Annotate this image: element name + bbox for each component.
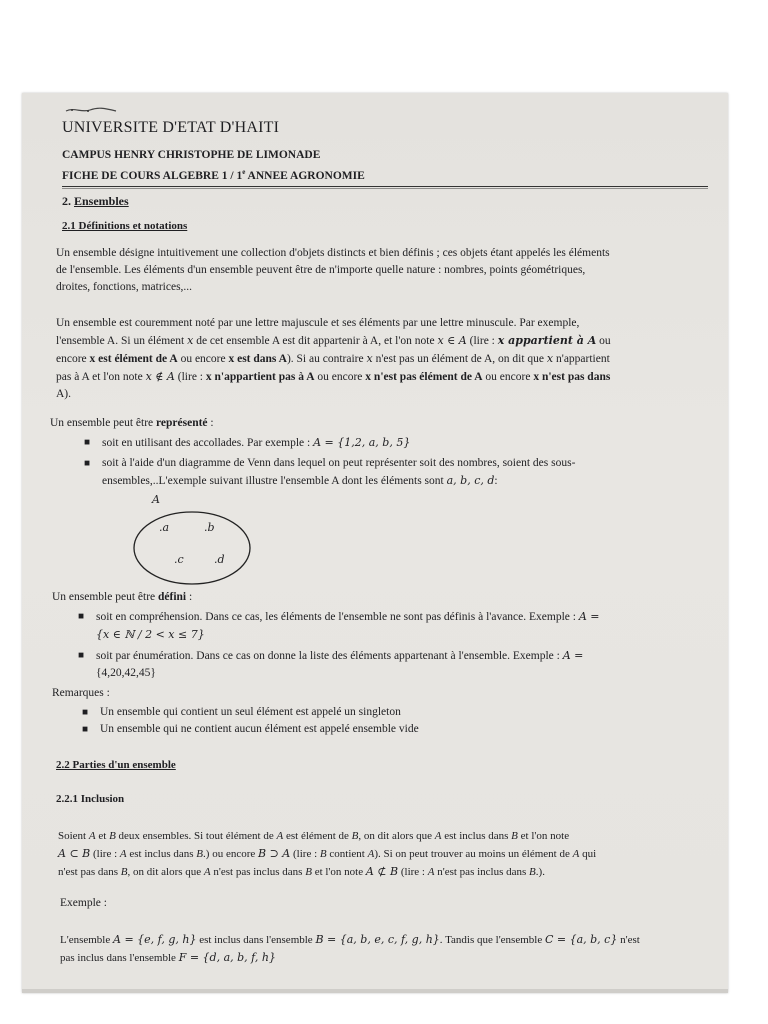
- pen-scribble-mark: [64, 105, 124, 115]
- venn-element: .a: [159, 521, 170, 534]
- venn-element: .b: [204, 521, 215, 534]
- list-item: ■ Un ensemble qui ne contient aucun élément est appelé ensemble vide: [82, 723, 419, 735]
- subsection-heading-2-2: 2.2 Parties d'un ensemble: [56, 759, 176, 771]
- course-title: FICHE DE COURS ALGEBRE 1 / 1e ANNEE AGRONOMIE: [62, 168, 365, 182]
- remarks-list: [82, 704, 660, 738]
- venn-ellipse: [132, 493, 262, 588]
- remarks-title: Remarques :: [52, 687, 110, 699]
- document-page: [22, 93, 728, 993]
- represent-intro: Un ensemble peut être représenté :: [50, 417, 214, 429]
- venn-diagram: [132, 493, 262, 588]
- campus-name: CAMPUS HENRY CHRISTOPHE DE LIMONADE: [62, 149, 321, 161]
- paragraph-notation: Un ensemble est couremment noté par une lettre majuscule et ses éléments par une lettre minuscule. Par exemple, l'ensemble A. Si un élément x de cet ensemble A est dit appartenir à A, et l'on note x ∈ A (lire : x appartient à A ou encore x est élément de A ou encore x est dans A). Si au contraire x n'est pas un élément de A, on dit que x n'appartient pas à A et l'on note x ∉ A (lire : x n'appartient pas à A ou encore x n'est pas élément de A ou encore x n'est pas dans A).: [56, 317, 611, 400]
- university-name: UNIVERSITE D'ETAT D'HAITI: [62, 119, 280, 136]
- subsection-heading-2-1: 2.1 Définitions et notations: [62, 220, 188, 232]
- defined-intro: Un ensemble peut être défini :: [52, 591, 193, 603]
- list-item: ■ Un ensemble qui contient un seul élément est appelé un singleton: [82, 706, 401, 718]
- represent-list: [84, 434, 702, 490]
- list-item: ■ soit à l'aide d'un diagramme de Venn dans lequel on peut représenter soit des nombres, soient des sous- ensembles,..L'exemple suivant illustre l'ensemble A dont les éléments sont a, b, c, d:: [84, 457, 576, 487]
- header-divider: [62, 186, 708, 187]
- header-divider-secondary: [62, 188, 708, 189]
- paragraph-inclusion: Soient A et B deux ensembles. Si tout élément de A est élément de B, on dit alors que A est inclus dans B et l'on note A ⊂ B (lire : A est inclus dans B.) ou encore B ⊃ A (lire : B contient A). Si on peut trouver au moins un élément de A qui n'est pas dans B, on dit alors que A n'est pas inclus dans B et l'on note A ⊄ B (lire : A n'est pas inclus dans B.).: [58, 830, 597, 878]
- subsubsection-heading-2-2-1: 2.2.1 Inclusion: [56, 793, 125, 805]
- list-item: ■ soit par énumération. Dans ce cas on donne la liste des éléments appartenant à l'ensemble. Exemple : A = {4,20,42,45}: [78, 649, 584, 679]
- list-item: ■ soit en compréhension. Dans ce cas, les éléments de l'ensemble ne sont pas définis à l'avance. Exemple : A = {x ∈ ℕ / 2 < x ≤ 7}: [78, 610, 600, 641]
- venn-element: .c: [174, 553, 184, 566]
- venn-element: .d: [214, 553, 225, 566]
- venn-set-label: A: [152, 493, 160, 506]
- page-bottom-edge: [22, 989, 728, 993]
- paragraph-definition: Un ensemble désigne intuitivement une collection d'objets distincts et bien définis ; ces objets étant appelés les éléments de l'ensemble. Les éléments d'un ensemble peuvent être de n'importe quelle nature : nombres, points géométriques, droites, fonctions, matrices,...: [56, 247, 610, 293]
- section-heading: 2. Ensembles: [62, 194, 129, 208]
- paragraph-example: L'ensemble A = {e, f, g, h} est inclus dans l'ensemble B = {a, b, e, c, f, g, h}. Tandis que l'ensemble C = {a, b, c} n'est pas inclus dans l'ensemble F = {d, a, b, f, h}: [60, 933, 640, 964]
- defined-list: [78, 608, 696, 682]
- example-label: Exemple :: [60, 897, 107, 909]
- list-item: ■ soit en utilisant des accollades. Par exemple : A = {1,2, a, b, 5}: [84, 436, 411, 449]
